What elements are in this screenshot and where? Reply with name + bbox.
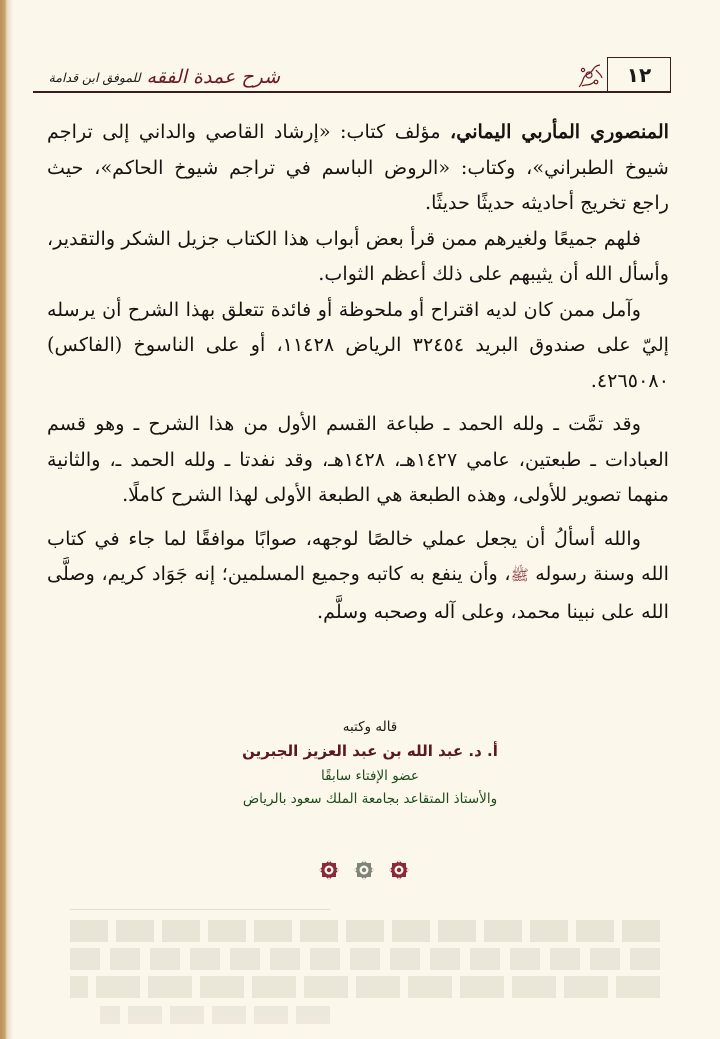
star-rosette-icon (351, 857, 377, 883)
salutation-icon: ﷺ (510, 566, 529, 584)
page-number (607, 57, 671, 92)
star-rosette-icon (316, 857, 342, 883)
page-number-text: ١٢ (626, 63, 652, 87)
running-title (40, 50, 280, 88)
paragraph-5-part-2: ، وأن ينفع به كاتبه وجميع المسلمين؛ إنه جَوَاد كريم، وصلَّى الله على نبينا محمد، وعلى آله وصحبه وسلَّم. (47, 562, 669, 623)
paragraph-1-bold-lead: المنصوري المأربي اليماني، (450, 120, 670, 143)
running-title-book: شرح عمدة الفقه (146, 66, 280, 88)
floral-corner-ornament-icon (576, 62, 604, 90)
binding-shadow (7, 0, 13, 1039)
paragraph-3: وآمل ممن كان لديه اقتراح أو ملحوظة أو فائدة تتعلق بهذا الشرح أن يرسله إليّ على صندوق البريد ٣٢٤٥٤ الرياض ١١٤٢٨، أو على الناسوخ (الفاكس) ٤٢٦٥٠٨٠. (47, 297, 669, 392)
book-binding-edge (0, 0, 7, 1039)
reverse-page-show-through (70, 895, 660, 1035)
paragraph-5 (47, 521, 669, 630)
body-text (47, 114, 669, 629)
paragraph-5-part-1: والله أسألُ أن يجعل عملي خالصًا لوجهه، صوابًا موافقًا لما جاء في كتاب الله وسنة رسوله (47, 526, 669, 585)
signature-block (170, 716, 570, 810)
signature-name: أ. د. عبد الله بن عبد العزيز الجبرين (242, 742, 498, 760)
star-rosette-icon (386, 857, 412, 883)
signature-affiliation: والأستاذ المتقاعد بجامعة الملك سعود بالرياض (242, 791, 498, 807)
paragraph-4: وقد تمَّت ـ ولله الحمد ـ طباعة القسم الأول من هذا الشرح ـ وهو قسم العبادات ـ طبعتين، عامي ١٤٢٧هـ، ١٤٢٨هـ، وقد نفدتا ـ ولله الحمد ـ، والثانية منهما تصوير للأولى، وهذه الطبعة هي الطبعة الأولى لهذا الشرح كاملًا. (47, 412, 669, 506)
running-title-author: للموفق ابن قدامة (48, 70, 141, 85)
paragraph-1 (47, 114, 669, 221)
paragraph-1-text: مؤلف كتاب: «إرشاد القاصي والداني إلى تراجم شيوخ الطبراني»، وكتاب: «الروض الباسم في تراجم شيوخ الحاكم»، حيث راجع تخريج أحاديثه حديثًا حديثًا. (47, 120, 669, 214)
section-end-ornaments (316, 856, 412, 884)
paragraph-2: فلهم جميعًا ولغيرهم ممن قرأ بعض أبواب هذا الكتاب جزيل الشكر والتقدير، وأسأل الله أن يثيبهم على ذلك أعظم الثواب. (47, 226, 669, 285)
header-rule (33, 91, 671, 93)
signature-said-and-wrote: قاله وكتبه (342, 719, 398, 735)
signature-role: عضو الإفتاء سابقًا (321, 768, 419, 784)
